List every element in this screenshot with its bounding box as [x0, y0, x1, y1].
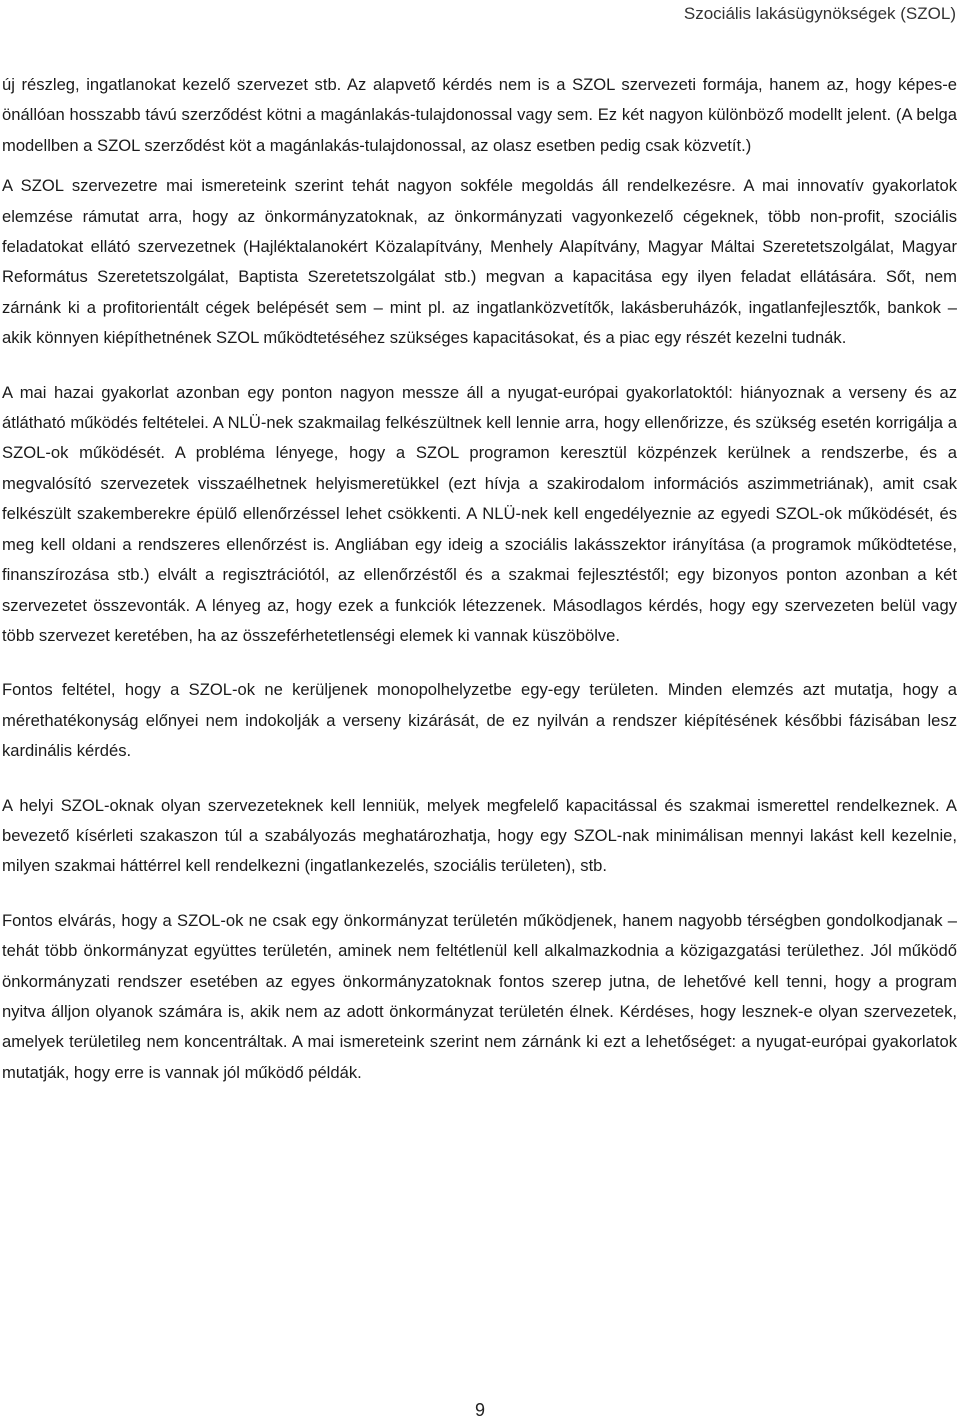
- page-number: 9: [474, 1400, 485, 1420]
- paragraph-2: A SZOL szervezetre mai ismereteink szerint tehát nagyon sokféle megoldás áll rendelkezésre. A mai innovatív gyakorlatok elemzése rámutat arra, hogy az önkormányzatoknak, az önkormányzati vagyonkezelő cégeknek, több non-profit, szociális feladatokat ellátó szervezetnek (Hajléktalanokért Közalapítvány, Menhely Alapítvány, Magyar Máltai Szeretetszolgálat, Magyar Református Szeretetszolgálat, Baptista Szeretetszolgálat stb.) megvan a kapacitása egy ilyen feladat ellátására. Sőt, nem zárnánk ki a profitorientált cégek belépését sem – mint pl. az ingatlanközvetítők, lakásberuházók, ingatlanfejlesztők, bankok – akik könnyen kiépíthetnének SZOL működtetéséhez szükséges kapacitásokat, és a piac egy részét kezelni tudnák.: [2, 176, 957, 348]
- paragraph-3: A mai hazai gyakorlat azonban egy ponton nagyon messze áll a nyugat-európai gyakorlatoktól: hiányoznak a verseny és az átlátható működés feltételei. A NLÜ-nek szakmailag felkészültnek kell lennie arra, hogy ellenőrizze, és szükség esetén korrigálja a SZOL-ok működését. A probléma lényege, hogy a SZOL programon keresztül közpénzek kerülnek a rendszerbe, és a megvalósító szervezetek visszaélhetnek helyismeretükkel (ezt hívja a szakirodalom információs aszimmetriának), amit csak felkészült szakemberekre épülő ellenőrzéssel lehet csökkenti. A NLÜ-nek kell engedélyeznie az egyedi SZOL-ok működését, és meg kell oldani a rendszeres ellenőrzést is. Angliában egy ideig a szociális lakásszektor irányítása (a programok működtetése, finanszírozása stb.) elvált a regisztrációtól, az ellenőrzéstől és a szakmai fejlesztéstől; egy bizonyos ponton azonban a két szervezetet összevonták. A lényeg az, hogy ezek a funkciók létezzenek. Másodlagos kérdés, hogy egy szervezeten belül vagy több szervezet keretében, ha az összeférhetetlenségi elemek ki vannak küszöbölve.: [2, 382, 957, 645]
- document-body: [2, 70, 957, 1088]
- paragraph-4: Fontos feltétel, hogy a SZOL-ok ne kerüljenek monopolhelyzetbe egy-egy területen. Minden elemzés azt mutatja, hogy a mérethatékonyság előnyei nem indokolják a verseny kizárását, de ez nyilván a rendszer kiépítésének későbbi fázisában lesz kardinális kérdés.: [2, 680, 957, 761]
- paragraph-1: új részleg, ingatlanokat kezelő szervezet stb. Az alapvető kérdés nem is a SZOL szervezeti formája, hanem az, hogy képes-e önállóan hosszabb távú szerződést kötni a magánlakás-tulajdonossal vagy sem. Ez két nagyon különböző modellt jelent. (A belga modellben a SZOL szerződést köt a magánlakás-tulajdonossal, az olasz esetben pedig csak közvetít.): [2, 75, 957, 155]
- running-header: Szociális lakásügynökségek (SZOL): [683, 4, 956, 23]
- paragraph-5: A helyi SZOL-oknak olyan szervezeteknek kell lenniük, melyek megfelelő kapacitással és szakmai ismerettel rendelkeznek. A bevezető kísérleti szakaszon túl a szabályozás meghatározhatja, hogy egy SZOL-nak minimálisan mennyi lakást kell kezelnie, milyen szakmai háttérrel kell rendelkezni (ingatlankezelés, szociális területen), stb.: [2, 795, 957, 876]
- paragraph-6: Fontos elvárás, hogy a SZOL-ok ne csak egy önkormányzat területén működjenek, hanem nagyobb térségben gondolkodjanak – tehát több önkormányzat együttes területén, aminek nem feltétlenül kell alkalmazkodnia a közigazgatási területhez. Jól működő önkormányzati rendszer esetében az egyes önkormányzatoknak fontos szerep jutna, de lehetővé kell tenni, hogy a program nyitva álljon olyanok számára is, akik nem az adott önkormányzat területén élnek. Kérdéses, hogy lesznek-e olyan szervezetek, amelyek területileg nem koncentráltak. A mai ismereteink szerint nem zárnánk ki ezt a lehetőséget: a nyugat-európai gyakorlatok mutatják, hogy erre is vannak jól működő példák.: [2, 910, 957, 1082]
